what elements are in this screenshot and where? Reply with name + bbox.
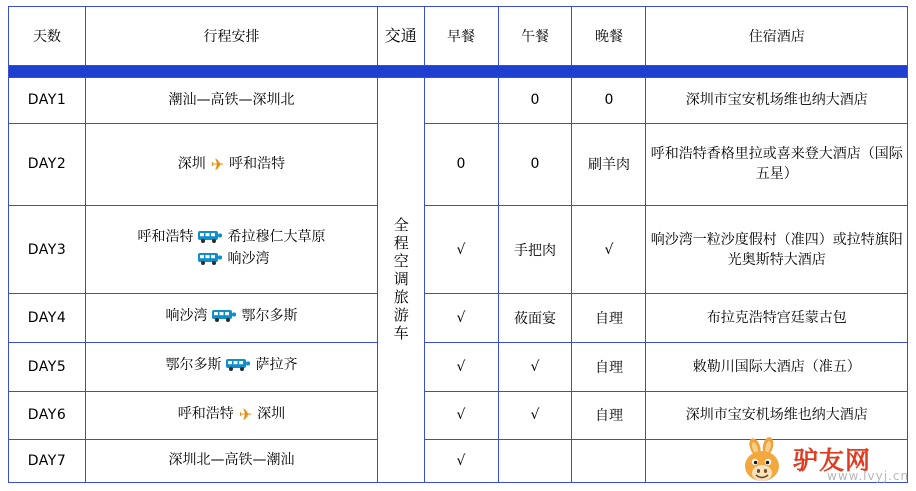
row-dinner: 自理 [572, 294, 646, 343]
row-plan-text: 深圳北—高铁—潮汕 [168, 452, 295, 469]
row-lunch: √ [498, 391, 572, 439]
table-row [9, 343, 908, 392]
row-hotel: 深圳市宝安机场维也纳大酒店 [646, 391, 908, 439]
row-dinner: 刷羊肉 [572, 123, 646, 205]
row-lunch: 手把肉 [498, 206, 572, 294]
watermark-url: www.lvyj.cn [827, 469, 910, 483]
itinerary-table [8, 6, 908, 483]
row-plan-to-2: 响沙湾 [227, 250, 270, 267]
row-lunch: √ [498, 343, 572, 392]
row-breakfast: √ [424, 343, 498, 392]
row-breakfast: √ [424, 391, 498, 439]
row-plan-from: 呼和浩特 [177, 406, 234, 423]
row-hotel: 布拉克浩特宫廷蒙古包 [646, 294, 908, 343]
row-plan-text: 潮汕—高铁—深圳北 [168, 91, 295, 108]
bus-icon [225, 358, 251, 378]
header-lunch: 午餐 [498, 7, 572, 66]
row-breakfast: √ [424, 439, 498, 482]
row-plan-from: 深圳 [177, 155, 206, 172]
row-day: DAY6 [9, 391, 86, 439]
row-plan [86, 78, 378, 124]
row-dinner: 0 [572, 78, 646, 124]
row-plan [86, 343, 378, 392]
row-plan [86, 439, 378, 482]
table-row [9, 206, 908, 294]
row-dinner: 自理 [572, 391, 646, 439]
header-plan: 行程安排 [86, 7, 378, 66]
bus-icon [211, 309, 237, 329]
header-dinner: 晚餐 [572, 7, 646, 66]
row-lunch [498, 439, 572, 482]
row-lunch: 0 [498, 78, 572, 124]
bus-icon [197, 230, 223, 250]
row-plan-to: 鄂尔多斯 [241, 308, 298, 325]
row-breakfast: 0 [424, 123, 498, 205]
table-row [9, 123, 908, 205]
header-day: 天数 [9, 7, 86, 66]
header-separator [9, 66, 908, 78]
row-hotel: 深圳市宝安机场维也纳大酒店 [646, 78, 908, 124]
row-plan-from: 鄂尔多斯 [165, 356, 222, 373]
row-dinner: 自理 [572, 343, 646, 392]
table-row [9, 391, 908, 439]
transport-cell [377, 78, 424, 483]
header-separator-bar [9, 66, 908, 78]
row-day: DAY3 [9, 206, 86, 294]
row-plan-to: 深圳 [257, 406, 286, 423]
header-transport-text: 交通 [384, 25, 417, 45]
row-plan [86, 123, 378, 205]
row-dinner [572, 439, 646, 482]
row-day: DAY4 [9, 294, 86, 343]
row-dinner: √ [572, 206, 646, 294]
row-plan-to: 希拉穆仁大草原 [227, 228, 326, 245]
row-day: DAY1 [9, 78, 86, 124]
watermark-name: 驴友网 [793, 446, 872, 475]
row-breakfast: √ [424, 294, 498, 343]
row-breakfast: √ [424, 206, 498, 294]
itinerary-table-container [8, 6, 908, 483]
row-hotel: 敕勒川国际大酒店（准五） [646, 343, 908, 392]
row-hotel: 呼和浩特香格里拉或喜来登大酒店（国际五星） [646, 123, 908, 205]
row-lunch: 莜面宴 [498, 294, 572, 343]
plane-icon: ✈ [210, 154, 225, 174]
table-header-row [9, 7, 908, 66]
header-breakfast: 早餐 [424, 7, 498, 66]
row-day: DAY5 [9, 343, 86, 392]
row-lunch: 0 [498, 123, 572, 205]
row-plan-from: 呼和浩特 [137, 228, 194, 245]
row-day: DAY7 [9, 439, 86, 482]
donkey-mascot-icon [735, 435, 793, 485]
row-plan-to: 萨拉齐 [255, 356, 298, 373]
transport-text: 全程空调旅游车 [391, 217, 410, 343]
row-plan-to: 呼和浩特 [229, 155, 286, 172]
header-transport [377, 7, 424, 66]
row-day: DAY2 [9, 123, 86, 205]
row-plan [86, 391, 378, 439]
plane-icon: ✈ [238, 405, 253, 425]
bus-icon [197, 252, 223, 272]
row-plan [86, 294, 378, 343]
row-hotel: 响沙湾一粒沙度假村（准四）或拉特旗阳光奥斯特大酒店 [646, 206, 908, 294]
header-hotel: 住宿酒店 [646, 7, 908, 66]
table-row [9, 78, 908, 124]
row-plan-from: 响沙湾 [165, 308, 208, 325]
row-plan [86, 206, 378, 294]
table-row [9, 294, 908, 343]
row-breakfast [424, 78, 498, 124]
watermark-logo [735, 435, 910, 487]
